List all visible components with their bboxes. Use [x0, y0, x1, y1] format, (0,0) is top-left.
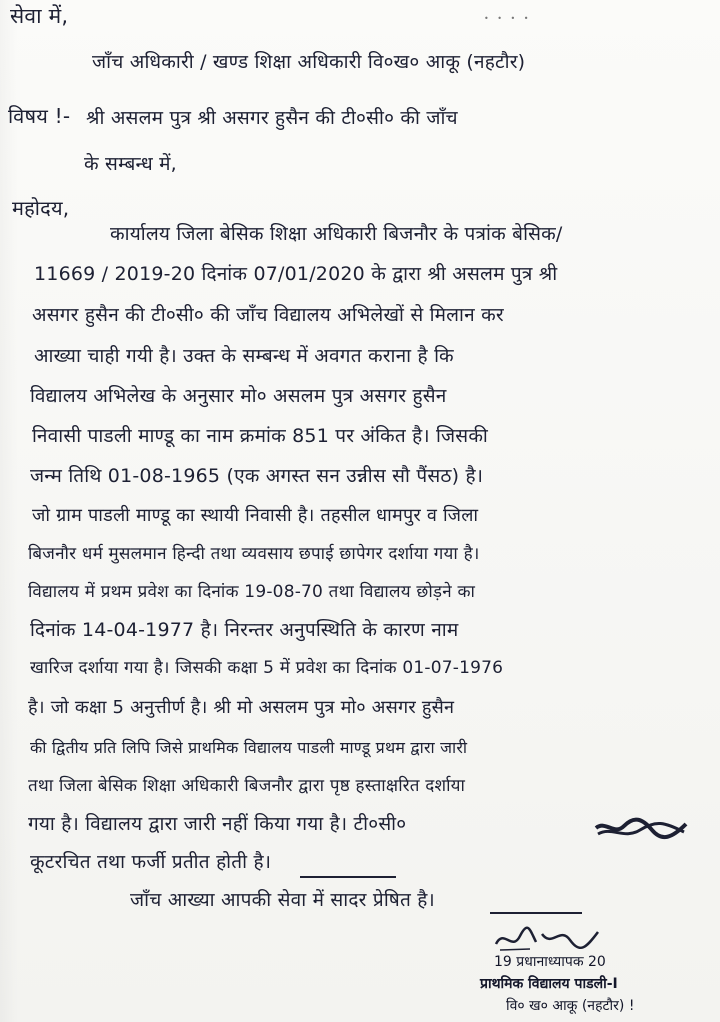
body-line: है। जो कक्षा 5 अनुत्तीर्ण है। श्री मो असलम पुत्र मो० असगर हुसैन	[28, 697, 455, 718]
school-stamp-line: प्राथमिक विद्यालय पाडली-I	[480, 976, 618, 992]
body-line: दिनांक 14-04-1977 है। निरन्तर अनुपस्थिति के कारण नाम	[30, 619, 459, 641]
body-line: खारिज दर्शाया गया है। जिसकी कक्षा 5 में प्रवेश का दिनांक 01-07-1976	[30, 658, 504, 678]
body-line: की द्वितीय प्रति लिपि जिसे प्राथमिक विद्यालय पाडली माण्डू प्रथम द्वारा जारी	[30, 738, 468, 757]
addressee-line: जाँच अधिकारी / खण्ड शिक्षा अधिकारी वि०ख० आकू (नहटौर)	[92, 51, 526, 73]
signature-block	[478, 918, 718, 1018]
body-line: कार्यालय जिला बेसिक शिक्षा अधिकारी बिजनौर के पत्रांक बेसिक/	[110, 223, 563, 245]
body-line: बिजनौर धर्म मुसलमान हिन्दी तथा व्यवसाय छपाई छापेगर दर्शाया गया है।	[28, 544, 480, 564]
body-line: विद्यालय अभिलेख के अनुसार मो० असलम पुत्र असगर हुसैन	[30, 385, 447, 407]
body-line: तथा जिला बेसिक शिक्षा अधिकारी बिजनौर द्वारा पृष्ठ हस्ताक्षरित दर्शाया	[28, 776, 466, 796]
handwritten-signature-icon	[490, 922, 610, 956]
underline-mark	[300, 876, 396, 878]
subject-label: विषय !-	[8, 104, 71, 128]
signature-date-line: 19 प्रधानाध्यापक 20	[494, 954, 606, 970]
body-line: जो ग्राम पाडली माण्डू का स्थायी निवासी है। तहसील धामपुर व जिला	[32, 505, 479, 526]
salutation-to: सेवा में,	[10, 4, 69, 28]
struck-out-word	[594, 814, 690, 844]
paper-dots-decoration: • • • •	[484, 14, 532, 23]
body-line-closing: जाँच आख्या आपकी सेवा में सादर प्रेषित है।	[130, 889, 435, 911]
body-line: आख्या चाही गयी है। उक्त के सम्बन्ध में अवगत कराना है कि	[34, 345, 454, 367]
body-line: जन्म तिथि 01-08-1965 (एक अगस्त सन उन्नीस सौ पैंसठ) है।	[30, 465, 484, 487]
body-line: 11669 / 2019-20 दिनांक 07/01/2020 के द्वारा श्री असलम पुत्र श्री	[34, 263, 558, 285]
body-line: निवासी पाडली माण्डू का नाम क्रमांक 851 पर अंकित है। जिसकी	[32, 425, 489, 447]
subject-line-1: श्री असलम पुत्र श्री असगर हुसैन की टी०सी० की जाँच	[86, 107, 458, 129]
underline-mark	[490, 912, 582, 914]
body-line: विद्यालय में प्रथम प्रवेश का दिनांक 19-08-70 तथा विद्यालय छोड़ने का	[28, 582, 476, 602]
body-line: असगर हुसैन की टी०सी० की जाँच विद्यालय अभिलेखों से मिलान कर	[32, 304, 504, 326]
block-stamp-line: वि० ख० आकू (नहटौर) !	[506, 998, 635, 1014]
body-line: कूटरचित तथा फर्जी प्रतीत होती है।	[30, 851, 272, 873]
greeting: महोदय,	[12, 196, 70, 220]
body-line: गया है। विद्यालय द्वारा जारी नहीं किया गया है। टी०सी०	[28, 813, 407, 835]
subject-line-2: के सम्बन्ध में,	[84, 153, 177, 175]
